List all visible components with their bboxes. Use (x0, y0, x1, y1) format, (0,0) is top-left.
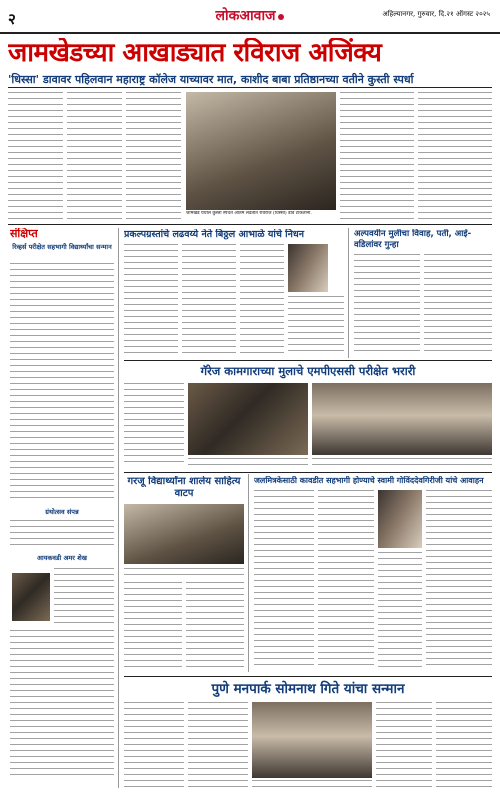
masthead-title: लोकआवाज (215, 8, 276, 24)
story5-text-col2 (186, 582, 244, 672)
story6-text-col2 (318, 490, 374, 670)
story3-title: अल्पवयीन मुलीचा विवाह, पती, आई-वडिलांवर गुन्हा (354, 229, 472, 250)
lead-headline: जामखेडच्या आखाड्यात रविराज अजिंक्य (8, 38, 382, 68)
story5-title: गरजू विद्यार्थ्यांना शालेय साहित्य वाटप (127, 476, 241, 499)
item3-text-side (54, 568, 114, 626)
divider (8, 224, 492, 225)
divider (248, 474, 249, 672)
left-column (8, 228, 119, 788)
story6-text-col1 (254, 490, 314, 670)
story6-text-col3 (378, 552, 422, 670)
item1-text (10, 263, 114, 503)
story6-text-col4 (426, 490, 492, 670)
story7-photo-caption (252, 780, 372, 788)
story4-photo (188, 383, 308, 455)
story7-text-col1 (124, 702, 184, 788)
story4-photo-caption (188, 458, 308, 468)
story4-title: गॅरेज कामगाराच्या मुलाचे एमपीएससी परीक्षेत भरारी (200, 364, 416, 378)
story2-text-col4 (288, 296, 344, 356)
item3-text (10, 630, 114, 780)
item3-title: आयकवडी अमर शेख (37, 554, 87, 562)
lead-photo-caption: जामखेड येथील कुस्ती स्पर्धेत अंतिम लढतीत रविराज (धिस्सा) डाव टाकताना. (186, 211, 312, 216)
page-header (0, 0, 500, 34)
page-number: २ (8, 10, 16, 28)
lead-text-col1 (8, 92, 63, 220)
story3-text-col2 (424, 254, 492, 356)
story7-text-col4 (436, 702, 492, 788)
masthead (200, 6, 300, 25)
lead-text-col4 (340, 92, 414, 220)
left-column-title: संक्षिप्त (10, 228, 38, 240)
lead-text-col5 (418, 92, 492, 220)
lead-subhead: 'धिस्सा' डावावर पहिलवान महाराष्ट्र कॉलेज याच्यावर मात, काशीद बाबा प्रतिष्ठानच्या वतीने कुस्ती स्पर्धा (8, 73, 414, 86)
lead-text-col2 (67, 92, 122, 220)
story7-title: पुणे मनपार्क सोमनाथ गिते यांचा सन्मान (211, 681, 405, 697)
story5-photo (124, 504, 244, 564)
story2-title: प्रकल्पग्रस्तांचे लढवय्ये नेते बिठ्ठल आभाळे यांचे निधन (124, 229, 305, 240)
date-line: अहिल्यानगर, गुरुवार, दि.२१ ऑगस्ट २०२५ (382, 10, 490, 18)
masthead-dot-icon (278, 14, 284, 20)
story2-text-col3 (240, 244, 284, 356)
divider (124, 360, 492, 361)
item1-title: रिव्हर्स परीक्षेत सहभागी विद्यार्थ्यांचा सन्मान (12, 243, 112, 251)
story6-portrait (378, 490, 422, 548)
story7-text-col2 (188, 702, 248, 788)
story4-photo2-caption (312, 458, 492, 468)
divider (124, 676, 492, 677)
lead-photo (186, 92, 336, 210)
story2-text-col2 (182, 244, 236, 356)
story7-text-col3 (376, 702, 432, 788)
divider (348, 228, 349, 358)
story4-photo2 (312, 383, 492, 455)
story5-text-col1 (124, 582, 182, 672)
portrait-photo (12, 573, 50, 621)
story2-text-col1 (124, 244, 178, 356)
story7-photo (252, 702, 372, 778)
divider (124, 472, 492, 473)
story2-portrait (288, 244, 328, 292)
item2-title: ग्रंथोत्सव संपन्न (45, 508, 79, 516)
story4-text-col1 (124, 383, 184, 463)
story3-text-col1 (354, 254, 420, 356)
divider (8, 87, 492, 88)
story5-photo-caption (124, 568, 244, 578)
story6-title: जलमित्रकेसाठी कावडीत सहभागी होण्याचे स्वामी गोविंददेवगिरीजी यांचे आवाहन (254, 476, 484, 485)
item2-text (10, 520, 114, 550)
lead-text-col3 (126, 92, 181, 220)
